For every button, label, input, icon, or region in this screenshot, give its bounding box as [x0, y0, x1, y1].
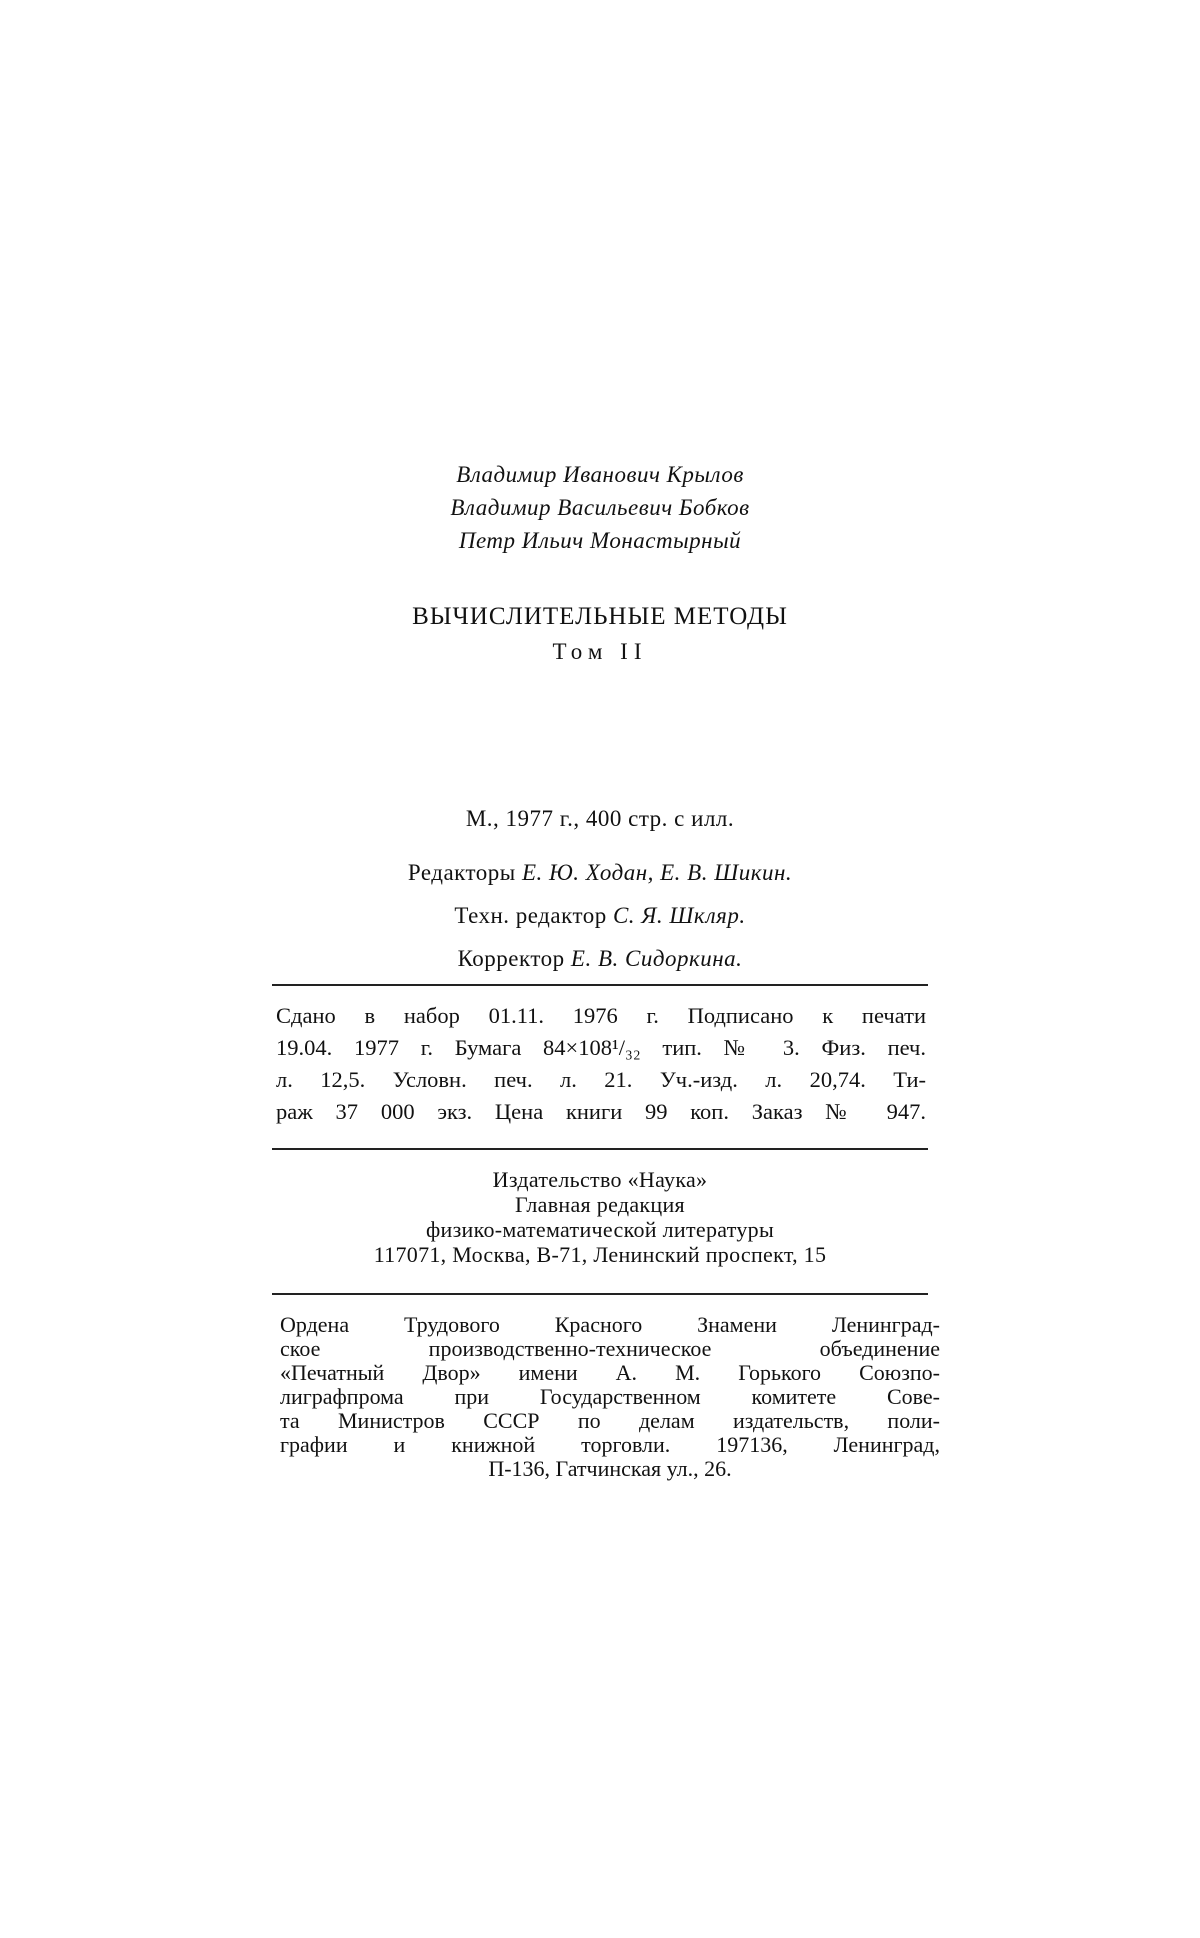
publisher-line: физико-математической литературы: [425, 1217, 775, 1242]
publication-info: М., 1977 г., 400 стр. с илл.: [465, 806, 735, 831]
editors-label: Редакторы: [407, 860, 516, 885]
publisher-line: 117071, Москва, В-71, Ленинский проспект, 15: [373, 1242, 827, 1267]
publisher-block: [260, 1167, 940, 1267]
printer-line: П-136, Гатчинская ул., 26.: [488, 1456, 732, 1481]
editors-names: Е. Ю. Ходан, Е. В. Шикин.: [522, 860, 793, 885]
printer-line: лиграфпрома при Государственном комитете Сове-: [280, 1384, 940, 1409]
publisher-line: Издательство «Наука»: [492, 1167, 708, 1192]
author-name: Владимир Васильевич Бобков: [450, 495, 750, 520]
author-name: Владимир Иванович Крылов: [456, 462, 744, 487]
volume-label: Том II: [552, 639, 648, 664]
corrector-name: Е. В. Сидоркина.: [570, 946, 743, 971]
imprint-line: раж 37 000 экз. Цена книги 99 коп. Заказ № 947.: [276, 1099, 926, 1124]
printer-line: Ордена Трудового Красного Знамени Ленинград-: [280, 1312, 940, 1337]
book-title: ВЫЧИСЛИТЕЛЬНЫЕ МЕТОДЫ: [412, 603, 788, 630]
imprint-line: Сдано в набор 01.11. 1976 г. Подписано к печати: [276, 1003, 926, 1028]
printer-line: ское производственно-техническое объединение: [280, 1336, 940, 1361]
printer-line: графии и книжной торговли. 197136, Ленинград,: [280, 1432, 940, 1457]
divider-rule: [272, 1148, 928, 1150]
printer-line: «Печатный Двор» имени А. М. Горького Союзпо-: [280, 1360, 940, 1385]
divider-rule: [272, 1293, 928, 1295]
printer-line: та Министров СССР по делам издательств, поли-: [280, 1408, 940, 1433]
corrector-label: Корректор: [457, 946, 565, 971]
imprint-line: 19.04. 1977 г. Бумага 84×108¹/₃₂ тип. № 3. Физ. печ.: [276, 1035, 926, 1060]
imprint-line: л. 12,5. Условн. печ. л. 21. Уч.-изд. л. 20,74. Ти-: [276, 1067, 926, 1092]
tech-editor-name: С. Я. Шкляр.: [612, 903, 746, 928]
editors-credit: [300, 860, 900, 886]
tech-editor-credit: [300, 903, 900, 929]
author-name: Петр Ильич Монастырный: [458, 528, 742, 553]
tech-editor-label: Техн. редактор: [454, 903, 607, 928]
divider-rule: [272, 984, 928, 986]
authors-block: [300, 458, 900, 557]
publisher-line: Главная редакция: [515, 1192, 685, 1217]
corrector-credit: [300, 946, 900, 972]
printer-block: [280, 1313, 940, 1481]
imprint-block: [276, 1000, 926, 1128]
